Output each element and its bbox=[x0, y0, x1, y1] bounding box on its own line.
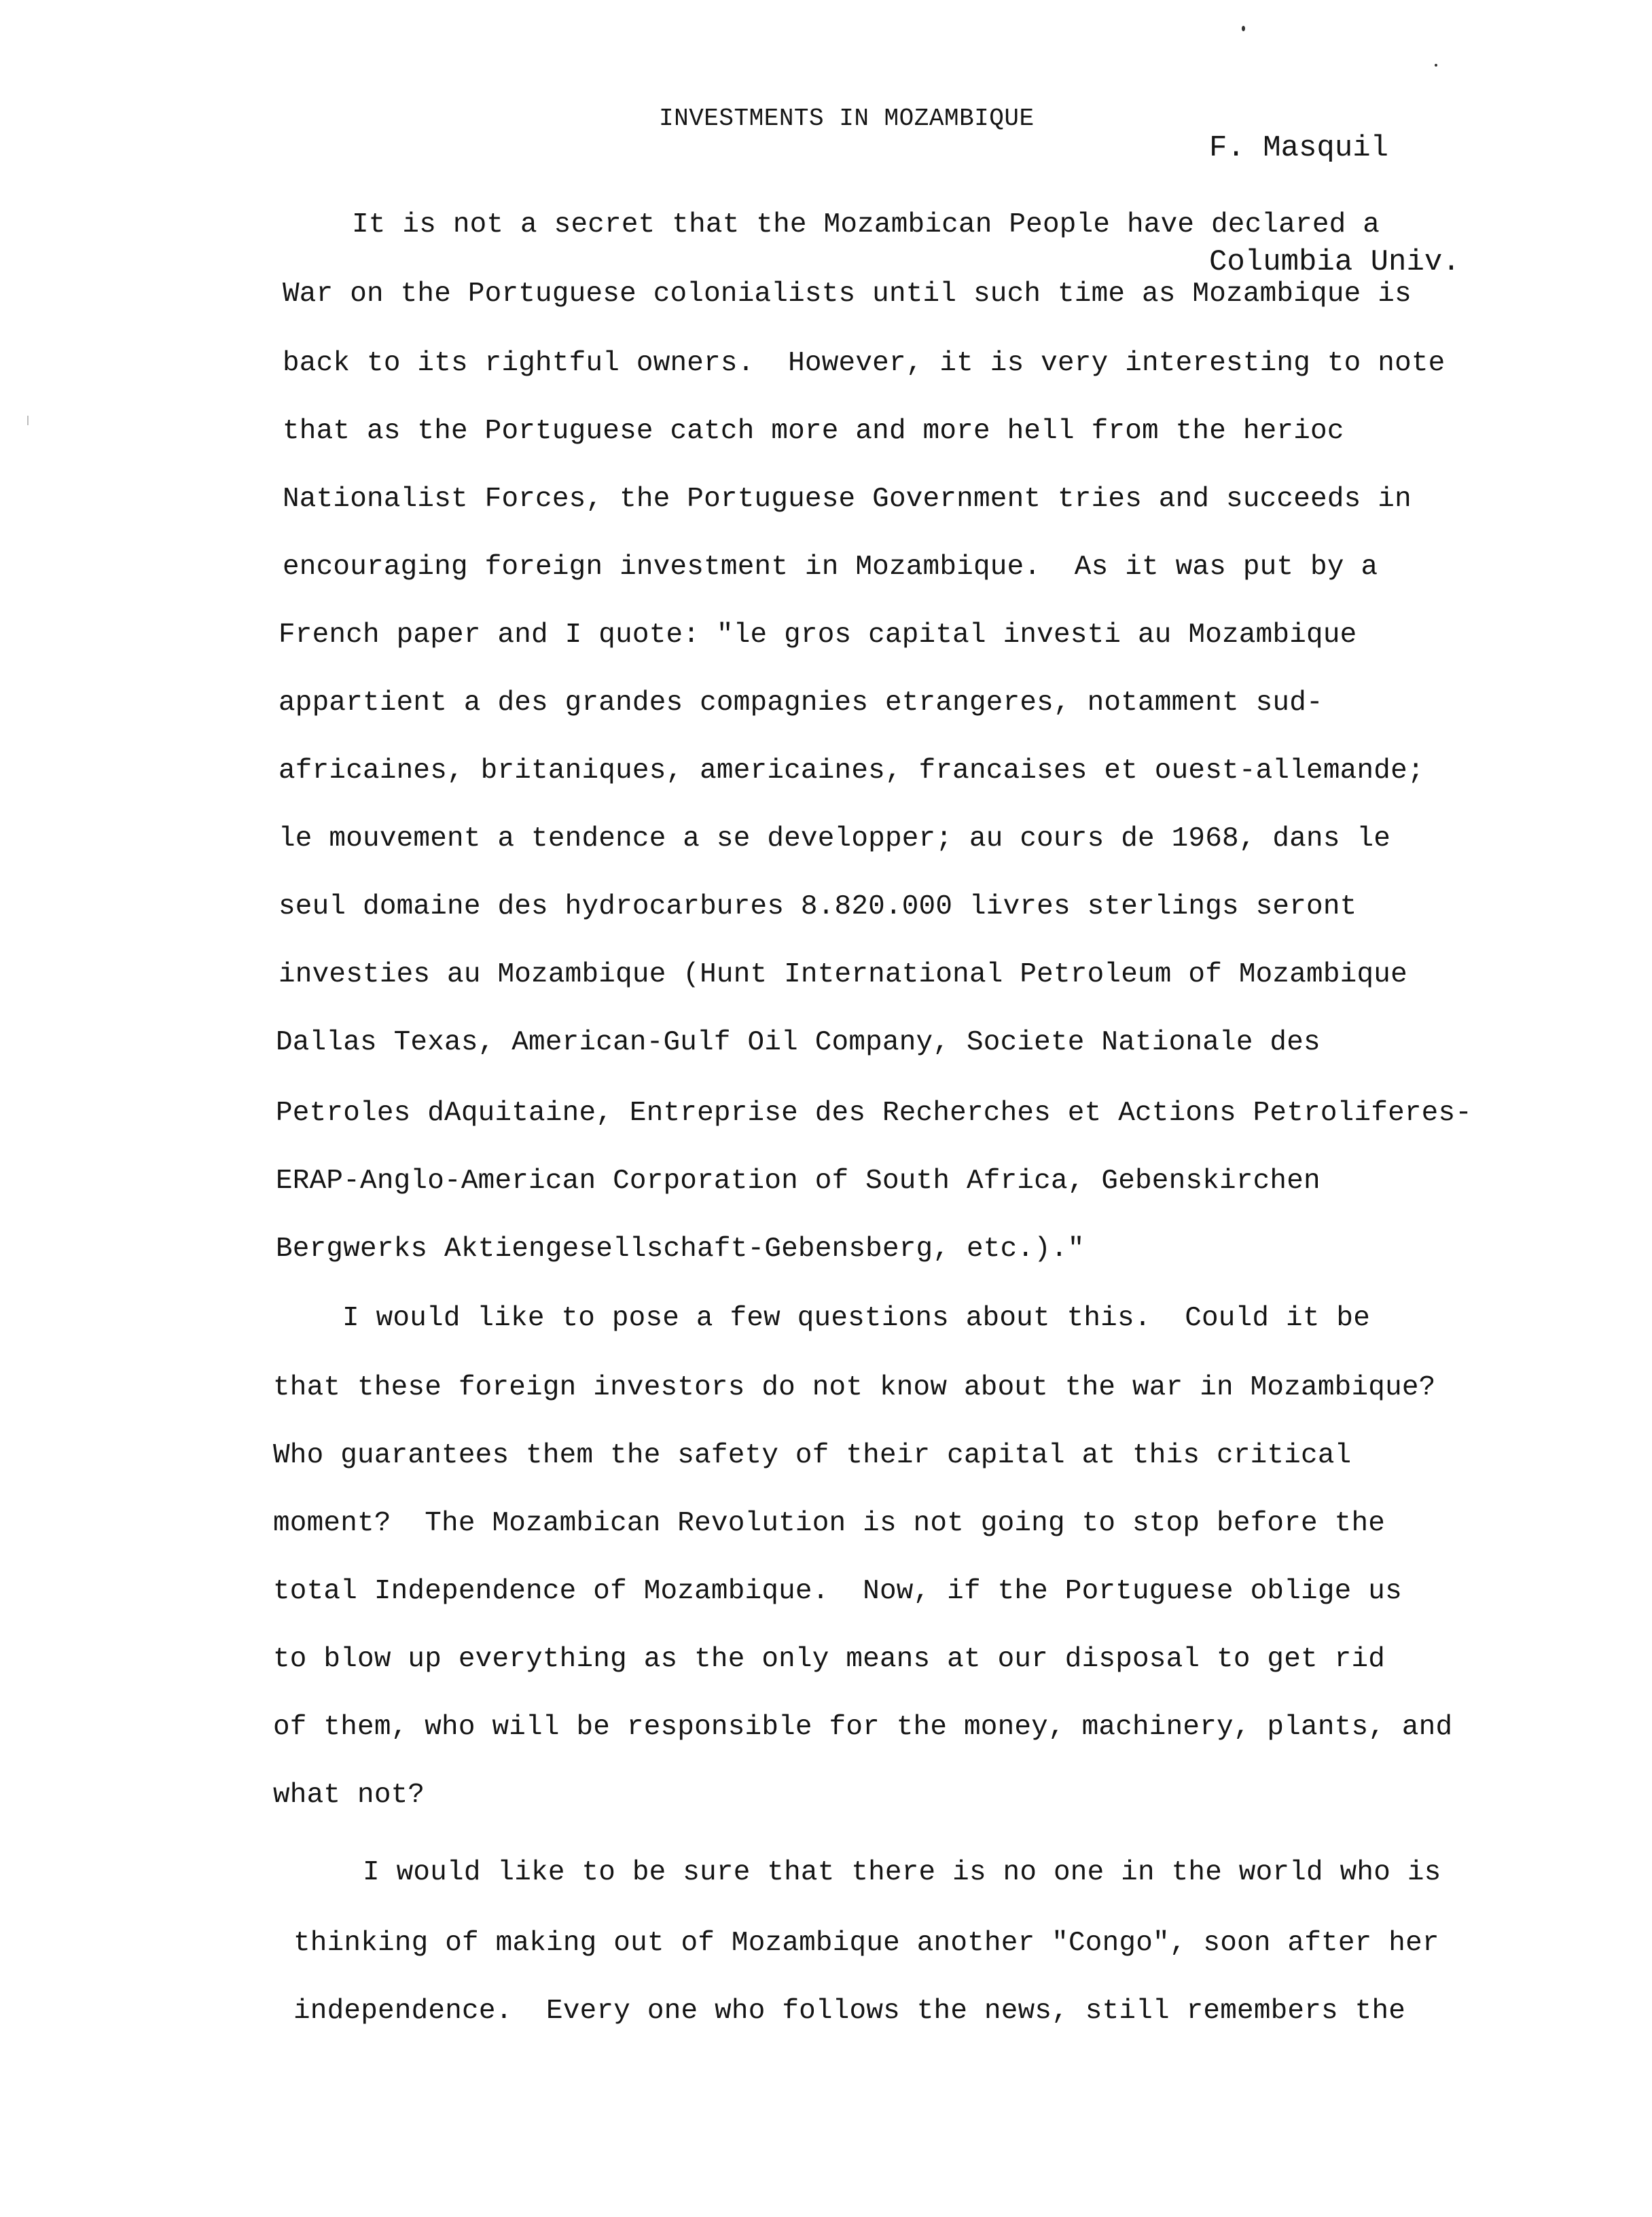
text-line: le mouvement a tendence a se developper; au cours de 1968, dans le bbox=[279, 823, 1391, 854]
ink-speck bbox=[1242, 26, 1245, 31]
text-line: encouraging foreign investment in Mozambique. As it was put by a bbox=[283, 552, 1378, 583]
text-line: ERAP-Anglo-American Corporation of South Africa, Gebenskirchen bbox=[276, 1166, 1321, 1197]
author-name: F. Masquil bbox=[1209, 131, 1389, 165]
text-line: I would like to pose a few questions about this. Could it be bbox=[342, 1303, 1371, 1334]
text-line: Nationalist Forces, the Portuguese Government tries and succeeds in bbox=[283, 484, 1412, 515]
author-block bbox=[1209, 53, 1460, 357]
text-line: seul domaine des hydrocarbures 8.820.000 livres sterlings seront bbox=[279, 891, 1357, 922]
text-line: Who guarantees them the safety of their capital at this critical bbox=[273, 1440, 1352, 1471]
text-line: appartient a des grandes compagnies etrangeres, notamment sud- bbox=[279, 687, 1323, 719]
text-line: French paper and I quote: "le gros capital investi au Mozambique bbox=[279, 619, 1357, 651]
text-line: I would like to be sure that there is no one in the world who is bbox=[363, 1857, 1441, 1888]
text-line: what not? bbox=[273, 1780, 425, 1811]
author-affiliation: Columbia Univ. bbox=[1209, 245, 1460, 279]
margin-mark bbox=[27, 416, 29, 425]
text-line: War on the Portuguese colonialists until such time as Mozambique is bbox=[283, 278, 1412, 310]
text-line: of them, who will be responsible for the money, machinery, plants, and bbox=[273, 1712, 1453, 1743]
text-line: investies au Mozambique (Hunt International Petroleum of Mozambique bbox=[279, 959, 1407, 990]
text-line: that these foreign investors do not know about the war in Mozambique? bbox=[273, 1372, 1436, 1403]
text-line: independence. Every one who follows the news, still remembers the bbox=[293, 1996, 1406, 2027]
text-line: It is not a secret that the Mozambican People have declared a bbox=[352, 209, 1380, 240]
text-line: africaines, britaniques, americaines, francaises et ouest-allemande; bbox=[279, 755, 1424, 787]
text-line: thinking of making out of Mozambique another "Congo", soon after her bbox=[293, 1928, 1439, 1959]
document-title: INVESTMENTS IN MOZAMBIQUE bbox=[659, 105, 1035, 132]
text-line: Dallas Texas, American-Gulf Oil Company, Societe Nationale des bbox=[276, 1027, 1321, 1058]
text-line: Petroles dAquitaine, Entreprise des Recherches et Actions Petroliferes- bbox=[276, 1098, 1473, 1129]
text-line: that as the Portuguese catch more and more hell from the herioc bbox=[283, 416, 1344, 447]
text-line: moment? The Mozambican Revolution is not going to stop before the bbox=[273, 1508, 1386, 1539]
text-line: back to its rightful owners. However, it is very interesting to note bbox=[283, 348, 1446, 379]
text-line: total Independence of Mozambique. Now, if the Portuguese oblige us bbox=[273, 1576, 1402, 1607]
text-line: to blow up everything as the only means at our disposal to get rid bbox=[273, 1644, 1386, 1675]
text-line: Bergwerks Aktiengesellschaft-Gebensberg, etc.)." bbox=[276, 1233, 1085, 1265]
